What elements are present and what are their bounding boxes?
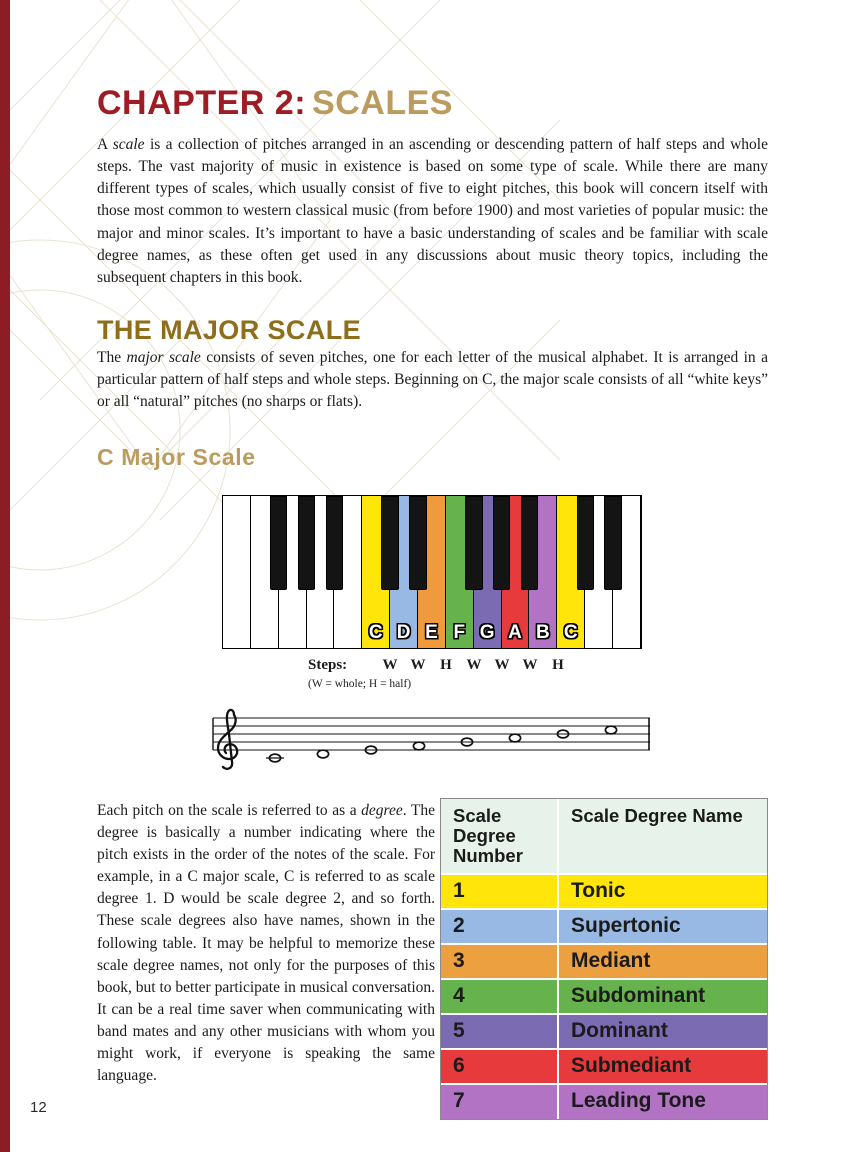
black-key: [270, 496, 288, 590]
step-4: W: [466, 656, 482, 673]
staff-lines: [213, 718, 650, 750]
intro-text-pre: A: [97, 136, 113, 153]
black-key: [493, 496, 511, 590]
table-row-submediant: [441, 1048, 767, 1083]
degrees-paragraph: [97, 800, 435, 1088]
key-label-c-octave: C: [563, 621, 578, 643]
key-label-e: E: [425, 621, 438, 643]
degree-name: Subdominant: [559, 980, 767, 1013]
step-5: W: [494, 656, 510, 673]
table-header-row: [441, 799, 767, 873]
degrees-text-post: . The degree is basically a number indicating where the pitch exists in the order of the notes of the scale. For example, in a C major scale, C is referred to as scale degree 1. D would be scale degree 2, and so forth. These scale degrees also have names, shown in the following table. It may be helpful to memorize these scale degree names, not only for the purposes of this book, but to better participate in musical conversation. It can be a real time saver when communicating with band mates and any other musicians with whom you might work, if everyone is speaking the same language.: [97, 801, 435, 1085]
key-label-c: C: [368, 621, 383, 643]
black-key: [326, 496, 344, 590]
major-scale-paragraph: [97, 347, 768, 413]
table-header-name: Scale Degree Name: [559, 799, 767, 873]
steps-row: [222, 657, 642, 677]
chapter-title-name: SCALES: [312, 84, 453, 122]
key-label-a: A: [508, 621, 522, 643]
italic-term-degree: degree: [361, 801, 403, 819]
table-row-dominant: [441, 1013, 767, 1048]
spine-accent-bar: [0, 0, 10, 1152]
staff-notes: [266, 726, 617, 762]
degree-number: 3: [441, 945, 559, 978]
degree-number: 4: [441, 980, 559, 1013]
table-header-number: Scale Degree Number: [441, 799, 559, 873]
degree-number: 7: [441, 1085, 559, 1118]
section-heading-major-scale: THE MAJOR SCALE: [97, 315, 362, 346]
black-key: [298, 496, 316, 590]
degree-name: Mediant: [559, 945, 767, 978]
black-key: [521, 496, 539, 590]
music-staff: [209, 706, 654, 776]
treble-clef-icon: [218, 709, 237, 768]
major-scale-text-pre: The: [97, 349, 127, 367]
table-row-leading-tone: [441, 1083, 767, 1118]
white-key: [223, 496, 251, 648]
degree-name: Tonic: [559, 875, 767, 908]
page-content: [97, 0, 768, 1120]
steps-legend: (W = whole; H = half): [308, 677, 412, 690]
black-key: [465, 496, 483, 590]
italic-term-major-scale: major scale: [126, 349, 201, 367]
degree-name: Supertonic: [559, 910, 767, 943]
major-scale-text-post: consists of seven pitches, one for each letter of the musical alphabet. It is arranged in a particular pattern of half steps and whole steps. Beginning on C, the major scale consists of all “white keys” or all “natural” pitches (no sharps or flats).: [97, 349, 768, 411]
page-number: 12: [30, 1099, 47, 1116]
c-major-keyboard-figure: [222, 495, 642, 690]
step-3: H: [440, 656, 452, 673]
degree-name: Leading Tone: [559, 1085, 767, 1118]
key-label-f: F: [453, 621, 466, 643]
table-row-mediant: [441, 943, 767, 978]
intro-text-post: is a collection of pitches arranged in an ascending or descending pattern of half steps and whole steps. The vast majority of music in existence is based on some type of scale. While there are many different types of scales, which usually consist of five to eight pitches, this book will concern itself with those most common to western classical music (from before 1900) and most varieties of popular music: the major and minor scales. It’s important to have a basic understanding of scales and be familiar with scale degree names, as these often get used in any discussions about music theory topics, including the subsequent chapters in this book.: [97, 136, 768, 286]
chapter-title-number: CHAPTER 2:: [97, 84, 307, 122]
scale-degree-table: [440, 798, 768, 1120]
piano-keyboard: [222, 495, 642, 649]
black-key: [577, 496, 595, 590]
step-6: W: [522, 656, 538, 673]
degrees-section: [97, 798, 768, 1120]
step-1: W: [382, 656, 398, 673]
table-row-supertonic: [441, 908, 767, 943]
key-label-b: B: [536, 621, 550, 643]
black-key: [409, 496, 427, 590]
degree-number: 1: [441, 875, 559, 908]
key-label-g: G: [479, 621, 495, 643]
table-row-tonic: [441, 873, 767, 908]
chapter-title: [97, 86, 768, 120]
subheading-c-major-scale: C Major Scale: [97, 443, 256, 470]
steps-label: Steps:: [308, 656, 348, 673]
degrees-text-pre: Each pitch on the scale is referred to as a: [97, 801, 362, 819]
degree-number: 2: [441, 910, 559, 943]
intro-paragraph: [97, 134, 768, 289]
step-2: W: [410, 656, 426, 673]
key-label-d: D: [396, 621, 411, 643]
step-7: H: [552, 656, 564, 673]
italic-term-scale: scale: [112, 136, 145, 153]
degree-number: 6: [441, 1050, 559, 1083]
black-key: [604, 496, 622, 590]
degree-name: Submediant: [559, 1050, 767, 1083]
black-key: [381, 496, 399, 590]
table-row-subdominant: [441, 978, 767, 1013]
degree-number: 5: [441, 1015, 559, 1048]
degree-name: Dominant: [559, 1015, 767, 1048]
